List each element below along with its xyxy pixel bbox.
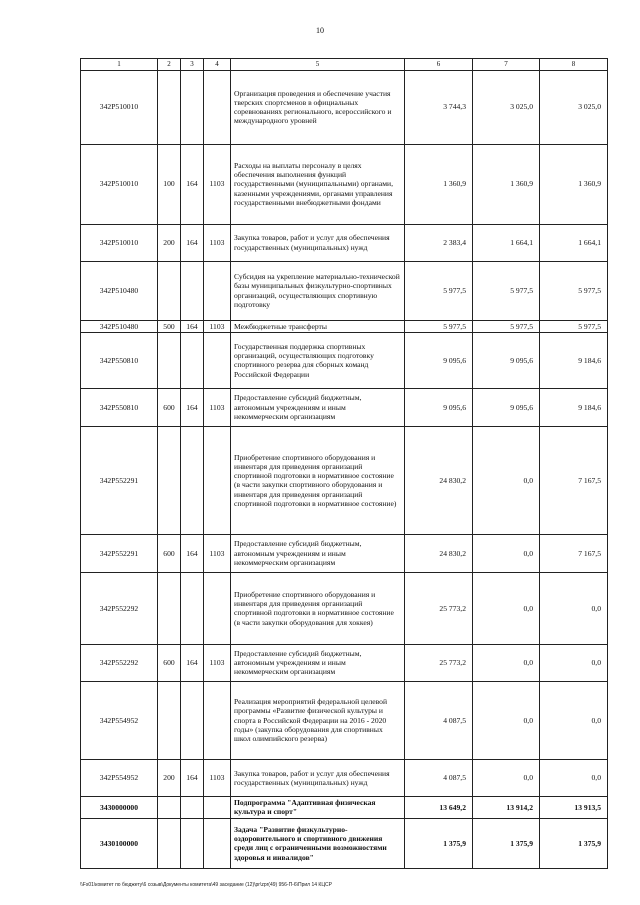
value-cell: 0,0 [473, 534, 540, 572]
table-row [81, 796, 608, 818]
table-row [81, 144, 608, 224]
header-cell: 4 [204, 59, 231, 71]
section-cell [204, 818, 231, 868]
type-cell: 100 [158, 144, 181, 224]
header-cell: 1 [81, 59, 158, 71]
value-cell: 24 830,2 [405, 534, 473, 572]
value-cell: 25 773,2 [405, 572, 473, 644]
section-cell: 1103 [204, 320, 231, 332]
description-cell: Закупка товаров, работ и услуг для обеспечения государственных (муниципальных) нужд [231, 224, 405, 261]
section-cell [204, 572, 231, 644]
description-cell: Задача "Развитие физкультурно-оздоровительного и спортивного движения среди лиц с ограниченными возможностями здоровья и инвалидов" [231, 818, 405, 868]
value-cell: 25 773,2 [405, 644, 473, 681]
code-cell: 342P510010 [81, 70, 158, 144]
header-cell: 8 [540, 59, 608, 71]
type-cell: 200 [158, 224, 181, 261]
table-row [81, 572, 608, 644]
code-cell: 342P550810 [81, 332, 158, 388]
type-cell: 600 [158, 534, 181, 572]
description-cell: Предоставление субсидий бюджетным, автономным учреждениям и иным некоммерческим организациям [231, 388, 405, 426]
description-cell: Реализация мероприятий федеральной целевой программы «Развитие физической культуры и спорта в Российской Федерации на 2016 - 2020 годы» (закупка оборудования для спортивных школ олимпийского резерва) [231, 681, 405, 759]
table-row [81, 818, 608, 868]
type-cell: 500 [158, 320, 181, 332]
value-cell: 1 664,1 [473, 224, 540, 261]
chapter-cell: 164 [181, 144, 204, 224]
page-number: 10 [316, 26, 324, 35]
table-row [81, 388, 608, 426]
value-cell: 7 167,5 [540, 534, 608, 572]
type-cell [158, 681, 181, 759]
value-cell: 5 977,5 [405, 261, 473, 320]
code-cell: 342P552292 [81, 644, 158, 681]
code-cell: 342P552292 [81, 572, 158, 644]
description-cell: Приобретение спортивного оборудования и инвентаря для приведения организаций спортивной подготовки в нормативное состояние (в части закупки спортивного оборудования и инвентаря для приведения организаций спортивной подготовки в нормативное состояние) [231, 426, 405, 534]
value-cell: 9 095,6 [473, 332, 540, 388]
value-cell: 13 913,5 [540, 796, 608, 818]
header-cell: 2 [158, 59, 181, 71]
value-cell: 5 977,5 [405, 320, 473, 332]
value-cell: 9 095,6 [405, 332, 473, 388]
value-cell: 1 360,9 [405, 144, 473, 224]
value-cell: 1 360,9 [540, 144, 608, 224]
value-cell: 1 375,9 [540, 818, 608, 868]
value-cell: 5 977,5 [473, 320, 540, 332]
section-cell: 1103 [204, 224, 231, 261]
section-cell: 1103 [204, 534, 231, 572]
value-cell: 4 087,5 [405, 759, 473, 796]
table-row [81, 70, 608, 144]
table-row [81, 224, 608, 261]
chapter-cell [181, 681, 204, 759]
chapter-cell [181, 796, 204, 818]
value-cell: 24 830,2 [405, 426, 473, 534]
value-cell: 1 664,1 [540, 224, 608, 261]
section-cell [204, 261, 231, 320]
code-cell: 342P510010 [81, 224, 158, 261]
code-cell: 342P552291 [81, 426, 158, 534]
value-cell: 0,0 [540, 644, 608, 681]
table-row [81, 320, 608, 332]
value-cell: 0,0 [540, 681, 608, 759]
type-cell [158, 426, 181, 534]
code-cell: 342P554952 [81, 681, 158, 759]
value-cell: 1 375,9 [473, 818, 540, 868]
description-cell: Расходы на выплаты персоналу в целях обеспечения выполнения функций государственными (муниципальными) органами, казенными учреждениями, органами управления государственными внебюджетными фондами [231, 144, 405, 224]
table-row [81, 681, 608, 759]
budget-table [80, 58, 608, 869]
chapter-cell [181, 572, 204, 644]
table-row [81, 534, 608, 572]
section-cell [204, 796, 231, 818]
value-cell: 1 360,9 [473, 144, 540, 224]
section-cell [204, 681, 231, 759]
chapter-cell [181, 426, 204, 534]
value-cell: 9 095,6 [473, 388, 540, 426]
type-cell [158, 332, 181, 388]
table-row [81, 759, 608, 796]
section-cell [204, 332, 231, 388]
type-cell [158, 818, 181, 868]
header-row [81, 59, 608, 71]
value-cell: 0,0 [473, 572, 540, 644]
section-cell [204, 426, 231, 534]
section-cell: 1103 [204, 144, 231, 224]
value-cell: 0,0 [540, 759, 608, 796]
description-cell: Предоставление субсидий бюджетным, автономным учреждениям и иным некоммерческим организациям [231, 644, 405, 681]
chapter-cell: 164 [181, 388, 204, 426]
section-cell: 1103 [204, 759, 231, 796]
code-cell: 342P510480 [81, 261, 158, 320]
chapter-cell [181, 261, 204, 320]
chapter-cell: 164 [181, 320, 204, 332]
type-cell [158, 572, 181, 644]
section-cell: 1103 [204, 644, 231, 681]
value-cell: 0,0 [473, 681, 540, 759]
table-row [81, 426, 608, 534]
description-cell: Государственная поддержка спортивных организаций, осуществляющих подготовку спортивного резерва для сборных команд Российской Федерации [231, 332, 405, 388]
code-cell: 3430000000 [81, 796, 158, 818]
chapter-cell [181, 818, 204, 868]
chapter-cell [181, 332, 204, 388]
type-cell: 600 [158, 388, 181, 426]
value-cell: 9 184,6 [540, 388, 608, 426]
value-cell: 3 744,3 [405, 70, 473, 144]
section-cell [204, 70, 231, 144]
code-cell: 342P552291 [81, 534, 158, 572]
value-cell: 13 914,2 [473, 796, 540, 818]
code-cell: 342P510010 [81, 144, 158, 224]
value-cell: 7 167,5 [540, 426, 608, 534]
description-cell: Субсидия на укрепление материально-технической базы муниципальных физкультурно-спортивных организаций, осуществляющих спортивную подготовку [231, 261, 405, 320]
chapter-cell: 164 [181, 644, 204, 681]
description-cell: Предоставление субсидий бюджетным, автономным учреждениям и иным некоммерческим организациям [231, 534, 405, 572]
table-row [81, 332, 608, 388]
value-cell: 5 977,5 [473, 261, 540, 320]
section-cell: 1103 [204, 388, 231, 426]
value-cell: 0,0 [473, 759, 540, 796]
code-cell: 3430100000 [81, 818, 158, 868]
chapter-cell: 164 [181, 759, 204, 796]
file-path-footer: \\Fs01\комитет по бюджету\6 созыв\Документы комитета\49 заседание (12)\pr\zpr(49) 956-П-6\Прил 14 КЦСР [80, 882, 332, 888]
value-cell: 0,0 [473, 644, 540, 681]
value-cell: 9 095,6 [405, 388, 473, 426]
type-cell [158, 261, 181, 320]
code-cell: 342P510480 [81, 320, 158, 332]
type-cell: 600 [158, 644, 181, 681]
type-cell: 200 [158, 759, 181, 796]
header-cell: 5 [231, 59, 405, 71]
table-row [81, 261, 608, 320]
value-cell: 3 025,0 [540, 70, 608, 144]
chapter-cell [181, 70, 204, 144]
value-cell: 5 977,5 [540, 320, 608, 332]
value-cell: 5 977,5 [540, 261, 608, 320]
type-cell [158, 70, 181, 144]
value-cell: 4 087,5 [405, 681, 473, 759]
description-cell: Закупка товаров, работ и услуг для обеспечения государственных (муниципальных) нужд [231, 759, 405, 796]
header-cell: 6 [405, 59, 473, 71]
table-row [81, 644, 608, 681]
value-cell: 2 383,4 [405, 224, 473, 261]
description-cell: Подпрограмма "Адаптивная физическая культура и спорт" [231, 796, 405, 818]
type-cell [158, 796, 181, 818]
value-cell: 13 649,2 [405, 796, 473, 818]
description-cell: Организация проведения и обеспечение участия тверских спортсменов в официальных соревнованиях регионального, всероссийского и международного уровней [231, 70, 405, 144]
description-cell: Приобретение спортивного оборудования и инвентаря для приведения организаций спортивной подготовки в нормативное состояние (в части закупки оборудования для хоккея) [231, 572, 405, 644]
code-cell: 342P554952 [81, 759, 158, 796]
code-cell: 342P550810 [81, 388, 158, 426]
chapter-cell: 164 [181, 534, 204, 572]
description-cell: Межбюджетные трансферты [231, 320, 405, 332]
value-cell: 9 184,6 [540, 332, 608, 388]
value-cell: 3 025,0 [473, 70, 540, 144]
value-cell: 0,0 [473, 426, 540, 534]
value-cell: 0,0 [540, 572, 608, 644]
header-cell: 7 [473, 59, 540, 71]
chapter-cell: 164 [181, 224, 204, 261]
header-cell: 3 [181, 59, 204, 71]
value-cell: 1 375,9 [405, 818, 473, 868]
